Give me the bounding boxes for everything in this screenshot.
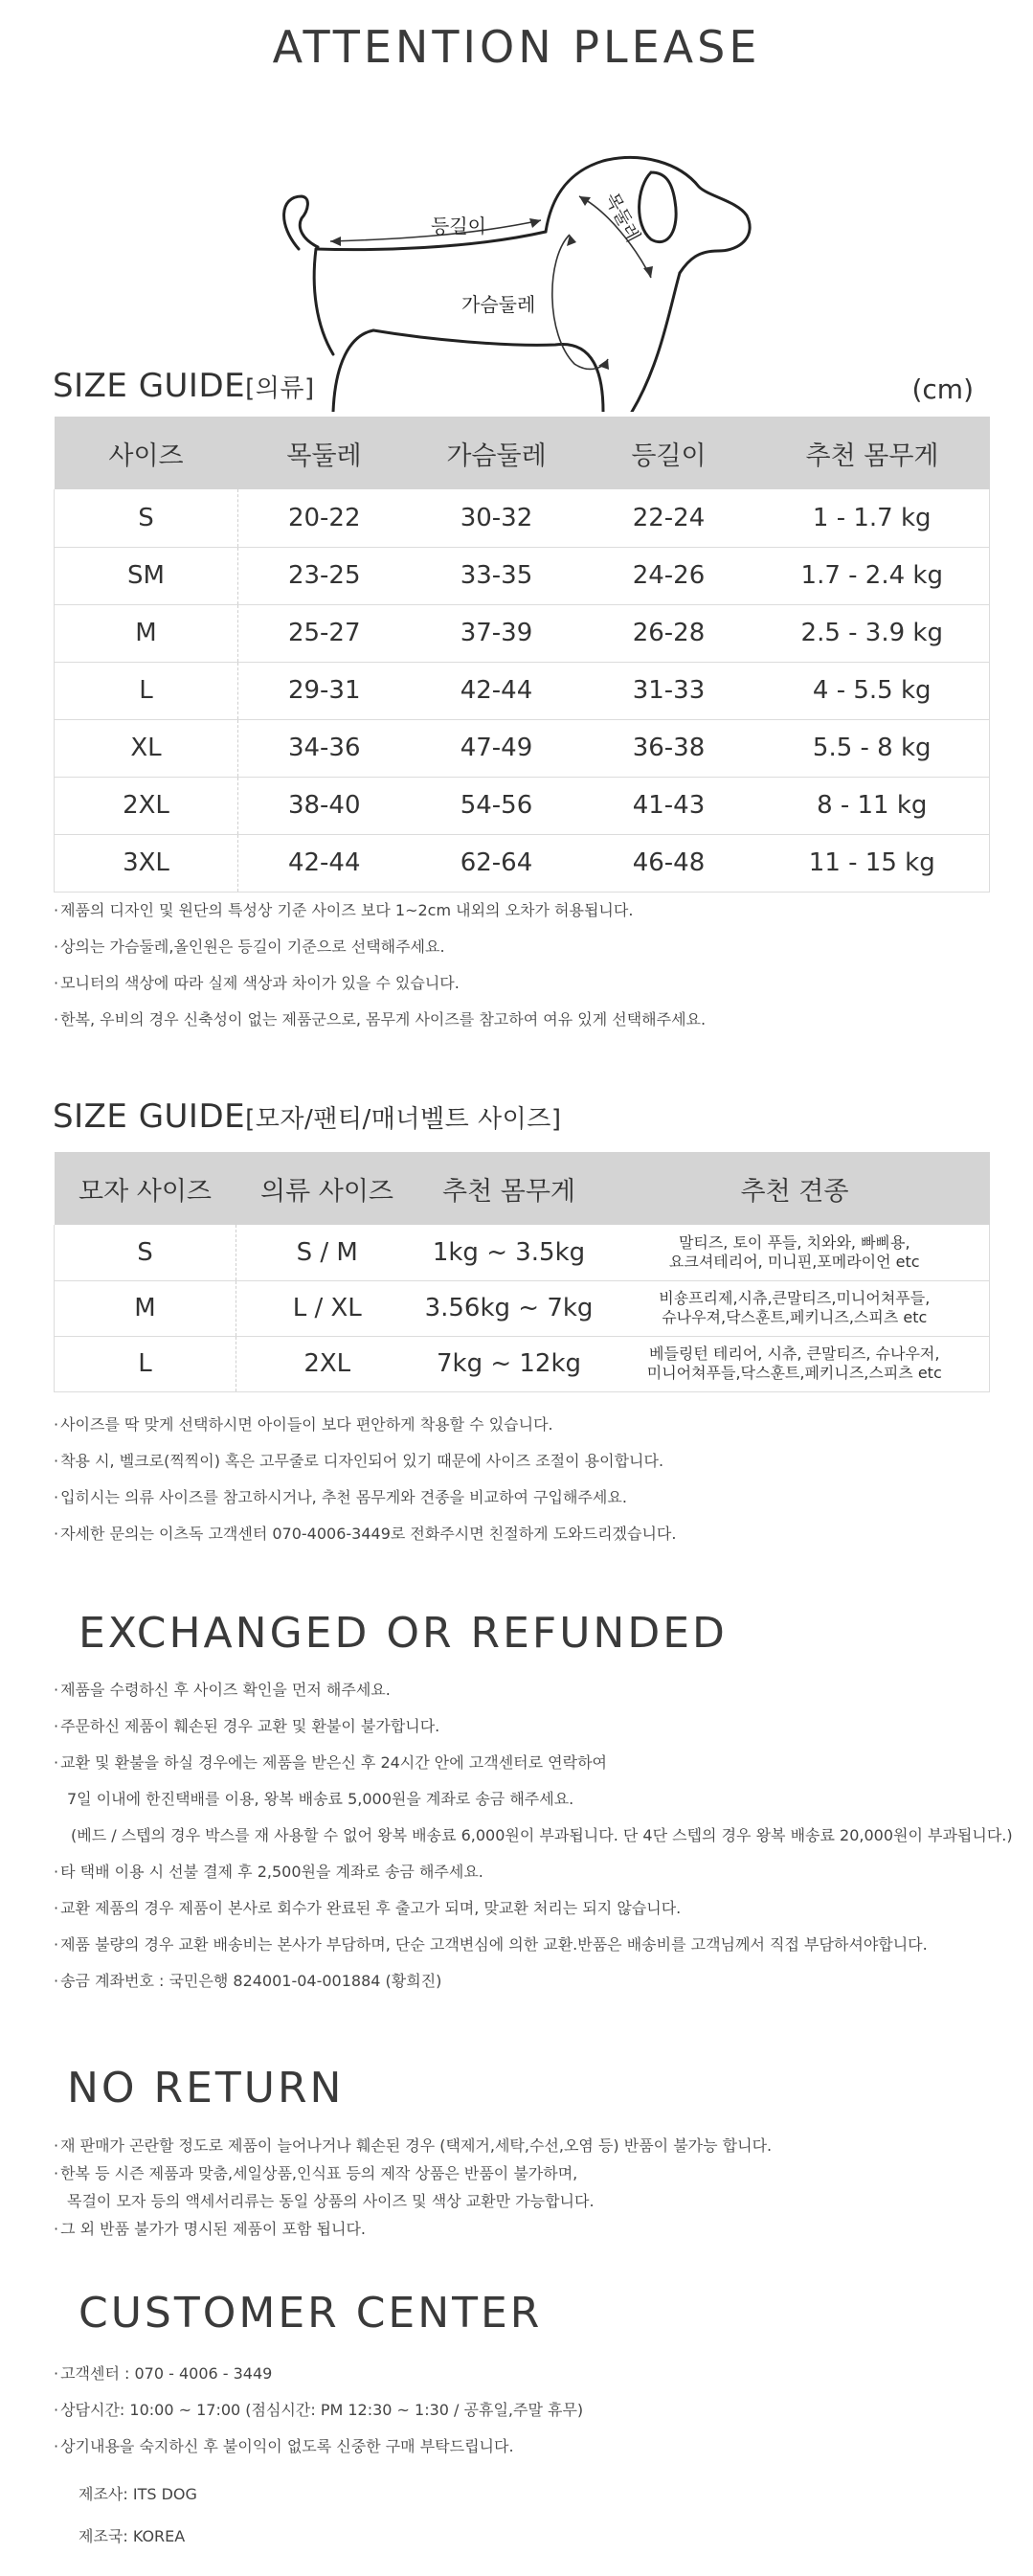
size-notes-accessories [54, 1407, 676, 1552]
cell-neck: 34-36 [238, 719, 411, 777]
cell-chest: 54-56 [411, 777, 583, 834]
cell-clothes-size: 2XL [236, 1336, 418, 1391]
header-chest: 가슴둘레 [411, 417, 583, 489]
country-text: 제조국: KOREA [79, 2527, 186, 2545]
cell-weight: 3.56kg ~ 7kg [418, 1280, 600, 1336]
exchange-list [54, 1672, 1013, 2000]
cell-neck: 38-40 [238, 777, 411, 834]
no-return-title: NO RETURN [67, 2064, 345, 2113]
exchange-line: · 교환 제품의 경우 제품이 본사로 회수가 완료된 후 출고가 되며, 맞교환 처리는 되지 않습니다. [54, 1890, 1013, 1927]
cell-neck: 25-27 [238, 604, 411, 662]
note-item: · 제품의 디자인 및 원단의 특성상 기준 사이즈 보다 1~2cm 내외의 오차가 허용됩니다. [54, 893, 706, 929]
page-title: ATTENTION PLEASE [272, 21, 761, 73]
cell-chest: 47-49 [411, 719, 583, 777]
table-row [55, 489, 990, 547]
note-item: · 상의는 가슴둘레,올인원은 등길이 기준으로 선택해주세요. [54, 929, 706, 965]
no-return-line: · 그 외 반품 불가가 명시된 제품이 포함 됩니다. [54, 2215, 772, 2243]
cell-breed [600, 1280, 990, 1336]
table-row [55, 834, 990, 892]
cell-weight: 5.5 - 8 kg [755, 719, 990, 777]
size-guide-clothes-heading [53, 367, 315, 405]
cell-hat-size: S [55, 1225, 236, 1280]
cell-weight: 8 - 11 kg [755, 777, 990, 834]
dog-measurement-diagram [258, 144, 795, 412]
breed-line: 요크셔테리어, 미니핀,포메라이언 etc [668, 1252, 920, 1271]
cell-breed [600, 1225, 990, 1280]
table-row [55, 604, 990, 662]
size-guide-subtitle: [의류] [245, 374, 315, 403]
cell-clothes-size: S / M [236, 1225, 418, 1280]
table-header-row [55, 1152, 990, 1225]
exchange-line: (베드 / 스텝의 경우 박스를 재 사용할 수 없어 왕복 배송료 6,000원이 부과됩니다. 단 4단 스텝의 경우 왕복 배송료 20,000원이 부과됩니다.) [71, 1826, 1013, 1844]
customer-line: · 상기내용을 숙지하신 후 불이익이 없도록 신중한 구매 부탁드립니다. [54, 2429, 583, 2465]
no-return-list [54, 2132, 772, 2243]
cell-size: L [55, 662, 238, 719]
cell-chest: 62-64 [411, 834, 583, 892]
neck-girth-label: 목둘레 [600, 189, 644, 246]
exchange-line: · 제품 불량의 경우 교환 배송비는 본사가 부담하며, 단순 고객변심에 의한 교환.반품은 배송비를 고객님께서 직접 부담하셔야합니다. [54, 1927, 1013, 1963]
header-size: 사이즈 [55, 417, 238, 489]
cell-back: 22-24 [583, 489, 755, 547]
header-hat-size: 모자 사이즈 [55, 1152, 236, 1225]
size-table-accessories [54, 1152, 990, 1392]
exchange-line: · 송금 계좌번호 : 국민은행 824001-04-001884 (황희진) [54, 1963, 1013, 2000]
note-item: · 자세한 문의는 이츠독 고객센터 070-4006-3449로 전화주시면 친절하게 도와드리겠습니다. [54, 1516, 676, 1552]
table-row [55, 1336, 990, 1391]
cell-weight: 2.5 - 3.9 kg [755, 604, 990, 662]
cell-back: 31-33 [583, 662, 755, 719]
note-item: · 입히시는 의류 사이즈를 참고하시거나, 추천 몸무게와 견종을 비교하여 구입해주세요. [54, 1480, 676, 1516]
table-row [55, 1280, 990, 1336]
customer-line: · 고객센터 : 070 - 4006 - 3449 [54, 2356, 583, 2392]
header-neck: 목둘레 [238, 417, 411, 489]
cell-weight: 1 - 1.7 kg [755, 489, 990, 547]
cell-weight: 1.7 - 2.4 kg [755, 547, 990, 604]
size-guide-subtitle: [모자/팬티/매너벨트 사이즈] [245, 1105, 562, 1134]
cell-weight: 7kg ~ 12kg [418, 1336, 600, 1391]
table-row [55, 662, 990, 719]
cell-clothes-size: L / XL [236, 1280, 418, 1336]
breed-line: 말티즈, 토이 푸들, 치와와, 빠삐용, [678, 1232, 910, 1252]
cell-neck: 23-25 [238, 547, 411, 604]
size-guide-acc-heading [53, 1097, 561, 1136]
header-clothes-size: 의류 사이즈 [236, 1152, 418, 1225]
cell-size: M [55, 604, 238, 662]
note-item: · 한복, 우비의 경우 신축성이 없는 제품군으로, 몸무게 사이즈를 참고하여 여유 있게 선택해주세요. [54, 1002, 706, 1038]
unit-label: (cm) [911, 373, 974, 405]
exchange-title: EXCHANGED OR REFUNDED [79, 1609, 728, 1658]
manufacturer-text: 제조사: ITS DOG [79, 2485, 197, 2503]
size-guide-title: SIZE GUIDE [53, 1097, 246, 1136]
cell-size: XL [55, 719, 238, 777]
table-row [55, 1225, 990, 1280]
cell-hat-size: M [55, 1280, 236, 1336]
size-notes-clothes [54, 893, 706, 1038]
cell-chest: 30-32 [411, 489, 583, 547]
cell-size: 2XL [55, 777, 238, 834]
no-return-line: · 한복 등 시즌 제품과 맞춤,세일상품,인식표 등의 제작 상품은 반품이 불가하며, [54, 2159, 772, 2187]
cell-hat-size: L [55, 1336, 236, 1391]
note-item: · 모니터의 색상에 따라 실제 색상과 차이가 있을 수 있습니다. [54, 965, 706, 1002]
chest-girth-label: 가슴둘레 [461, 293, 536, 316]
exchange-line: · 주문하신 제품이 훼손된 경우 교환 및 환불이 불가합니다. [54, 1708, 1013, 1745]
cell-chest: 42-44 [411, 662, 583, 719]
table-row [55, 547, 990, 604]
header-breed: 추천 견종 [600, 1152, 990, 1225]
exchange-line: 7일 이내에 한진택배를 이용, 왕복 배송료 5,000원을 계좌로 송금 해주세요. [67, 1790, 574, 1808]
cell-neck: 42-44 [238, 834, 411, 892]
cell-weight: 1kg ~ 3.5kg [418, 1225, 600, 1280]
cell-back: 46-48 [583, 834, 755, 892]
cell-neck: 29-31 [238, 662, 411, 719]
note-item: · 착용 시, 벨크로(찍찍이) 혹은 고무줄로 디자인되어 있기 때문에 사이즈 조절이 용이합니다. [54, 1443, 676, 1480]
cell-size: 3XL [55, 834, 238, 892]
cell-chest: 37-39 [411, 604, 583, 662]
cell-back: 24-26 [583, 547, 755, 604]
cell-weight: 11 - 15 kg [755, 834, 990, 892]
table-row [55, 719, 990, 777]
cell-neck: 20-22 [238, 489, 411, 547]
exchange-line: · 교환 및 환불을 하실 경우에는 제품을 받은신 후 24시간 안에 고객센터로 연락하여 [54, 1745, 1013, 1781]
cell-size: SM [55, 547, 238, 604]
cell-chest: 33-35 [411, 547, 583, 604]
breed-line: 슈나우져,닥스훈트,페키니즈,스피츠 etc [662, 1308, 928, 1326]
no-return-line: · 재 판매가 곤란할 정도로 제품이 늘어나거나 훼손된 경우 (택제거,세탁,수선,오염 등) 반품이 불가능 합니다. [54, 2132, 772, 2159]
breed-line: 베들링턴 테리어, 시츄, 큰말티즈, 슈나우저, [649, 1344, 940, 1363]
cell-breed [600, 1336, 990, 1391]
note-item: · 사이즈를 딱 맞게 선택하시면 아이들이 보다 편안하게 착용할 수 있습니다. [54, 1407, 676, 1443]
header-weight: 추천 몸무게 [418, 1152, 600, 1225]
size-guide-title: SIZE GUIDE [53, 367, 246, 405]
back-length-label: 등길이 [431, 215, 486, 237]
table-row [55, 777, 990, 834]
size-table-clothes [54, 417, 990, 893]
breed-line: 미니어쳐푸들,닥스훈트,페키니즈,스피츠 etc [646, 1364, 942, 1382]
cell-back: 41-43 [583, 777, 755, 834]
customer-line: · 상담시간: 10:00 ~ 17:00 (점심시간: PM 12:30 ~ 1:30 / 공휴일,주말 휴무) [54, 2392, 583, 2429]
breed-line: 비숑프리제,시츄,큰말티즈,미니어쳐푸들, [659, 1289, 931, 1307]
cell-back: 26-28 [583, 604, 755, 662]
customer-center-list [54, 2356, 583, 2465]
cell-back: 36-38 [583, 719, 755, 777]
header-weight: 추천 몸무게 [755, 417, 990, 489]
exchange-line: · 제품을 수령하신 후 사이즈 확인을 먼저 해주세요. [54, 1672, 1013, 1708]
cell-weight: 4 - 5.5 kg [755, 662, 990, 719]
customer-center-title: CUSTOMER CENTER [79, 2289, 543, 2338]
no-return-line: 목걸이 모자 등의 액세서리류는 동일 상품의 사이즈 및 색상 교환만 가능합니다. [67, 2192, 595, 2210]
table-header-row [55, 417, 990, 489]
header-back: 등길이 [583, 417, 755, 489]
exchange-line: · 타 택배 이용 시 선불 결제 후 2,500원을 계좌로 송금 해주세요. [54, 1854, 1013, 1890]
cell-size: S [55, 489, 238, 547]
